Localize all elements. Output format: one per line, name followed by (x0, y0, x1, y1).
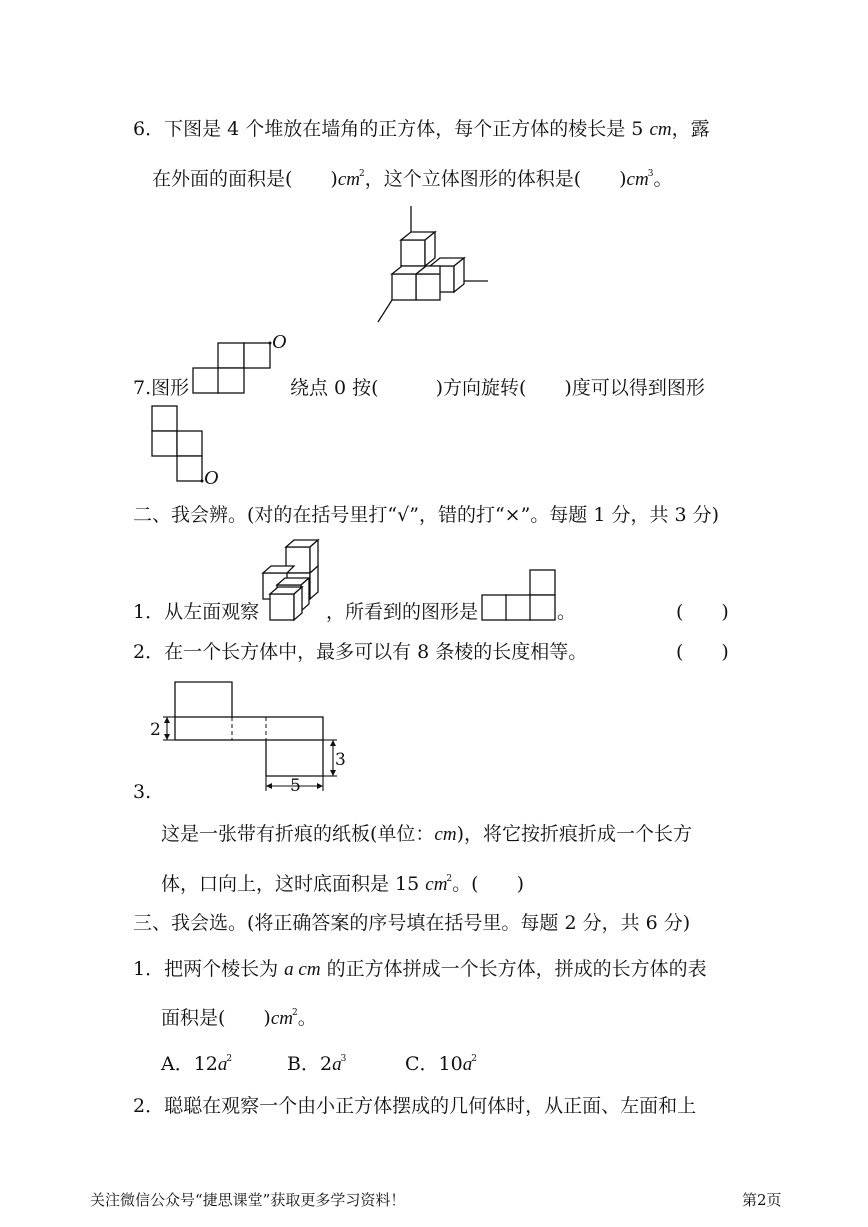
s2-q1-b: ，所看到的图形是 (326, 601, 479, 623)
exponent: 3 (340, 1054, 347, 1064)
text: 的正方体拼成一个长方体，拼成的长方体的表 (320, 958, 707, 980)
section2-heading: 二、我会辨。(对的在括号里打“√”，错的打“×”。每题 1 分，共 3 分) (133, 504, 720, 526)
q7-prefix: 7.图形 (133, 377, 190, 399)
s3-q1-line1 (133, 957, 707, 982)
exponent: 2 (358, 169, 365, 179)
unit: cm (270, 1008, 293, 1029)
text: 1．把两个棱长为 (133, 958, 285, 980)
s3-q1-line2 (161, 1001, 317, 1031)
q7-point-label-bottom: O (204, 467, 219, 489)
q6-blank-area: 在外面的面积是( ) (152, 168, 338, 190)
s2-q1-answer-paren[interactable]: ( ) (676, 601, 729, 623)
variable: a (332, 1054, 342, 1075)
footer-promo: 关注微信公众号“捷思课堂”获取更多学习资料！ (90, 1191, 406, 1209)
unit: cm (649, 119, 672, 140)
exponent: 2 (471, 1054, 477, 1064)
unit: cm (626, 169, 649, 190)
punct: 。 (297, 1007, 317, 1029)
s2-q2-answer-paren[interactable]: ( ) (676, 641, 729, 663)
exponent: 2 (226, 1054, 233, 1064)
q3-dim-right: 3 (335, 750, 346, 770)
variable: a (284, 959, 294, 980)
option-label: A．12 (161, 1053, 218, 1075)
option-label: B．2 (287, 1053, 333, 1075)
s3-q1-option-a[interactable] (161, 1047, 232, 1077)
exponent: 3 (647, 169, 654, 179)
s2-q3-net-diagram (145, 678, 355, 798)
s2-q3-answer-paren[interactable]: 。( ) (452, 873, 524, 895)
unit: cm (293, 959, 321, 980)
exponent: 2 (446, 874, 453, 884)
q7-rest: 绕点 0 按( )方向旋转( )度可以得到图形 (290, 377, 705, 399)
s2-q1-left-view (480, 568, 560, 623)
s3-q2-line1: 2．聪聪在观察一个由小正方体摆成的几何体时，从正面、左面和上 (133, 1095, 697, 1117)
q6-text: 6．下图是 4 个堆放在墙角的正方体，每个正方体的棱长是 5 (133, 118, 650, 140)
text: 这是一张带有折痕的纸板(单位： (161, 823, 435, 845)
q6-line2 (152, 162, 672, 192)
q3-dim-left: 2 (150, 720, 161, 740)
s3-q1-answer-paren[interactable]: 面积是( ) (161, 1007, 271, 1029)
s2-q3-line1 (161, 822, 692, 847)
s2-q2: 2．在一个长方体中，最多可以有 8 条棱的长度相等。 (133, 641, 588, 663)
unit: cm (337, 169, 360, 190)
unit: cm (434, 824, 457, 845)
text: )，将它按折痕折成一个长方 (456, 823, 692, 845)
exponent: 2 (291, 1008, 298, 1018)
q6-blank-volume: ，这个立体图形的体积是( ) (364, 168, 627, 190)
variable: a (462, 1054, 473, 1075)
option-label: C．10 (405, 1053, 463, 1075)
unit: cm (425, 874, 448, 895)
s3-q1-option-b[interactable] (287, 1047, 346, 1077)
text: 体，口向上，这时底面积是 15 (161, 873, 426, 895)
q6-text-end: ，露 (671, 118, 710, 140)
s3-q1-option-c[interactable] (405, 1047, 477, 1077)
s2-q3-line2 (161, 867, 524, 897)
section3-heading: 三、我会选。(将正确答案的序号填在括号里。每题 2 分，共 6 分) (133, 912, 691, 934)
q6-line1 (133, 117, 710, 142)
page-number: 第2页 (742, 1191, 782, 1209)
q6-cube-figure (370, 200, 500, 325)
variable: a (217, 1054, 228, 1075)
s2-q1-cube-stack (255, 537, 327, 622)
s2-q1-a: 1．从左面观察 (133, 601, 260, 623)
q3-dim-bottom: 5 (290, 776, 301, 796)
s2-q3-number: 3. (133, 781, 152, 803)
punct: 。 (653, 168, 673, 190)
q7-point-label-top: O (272, 331, 287, 353)
s2-q1-end: 。 (557, 601, 577, 623)
